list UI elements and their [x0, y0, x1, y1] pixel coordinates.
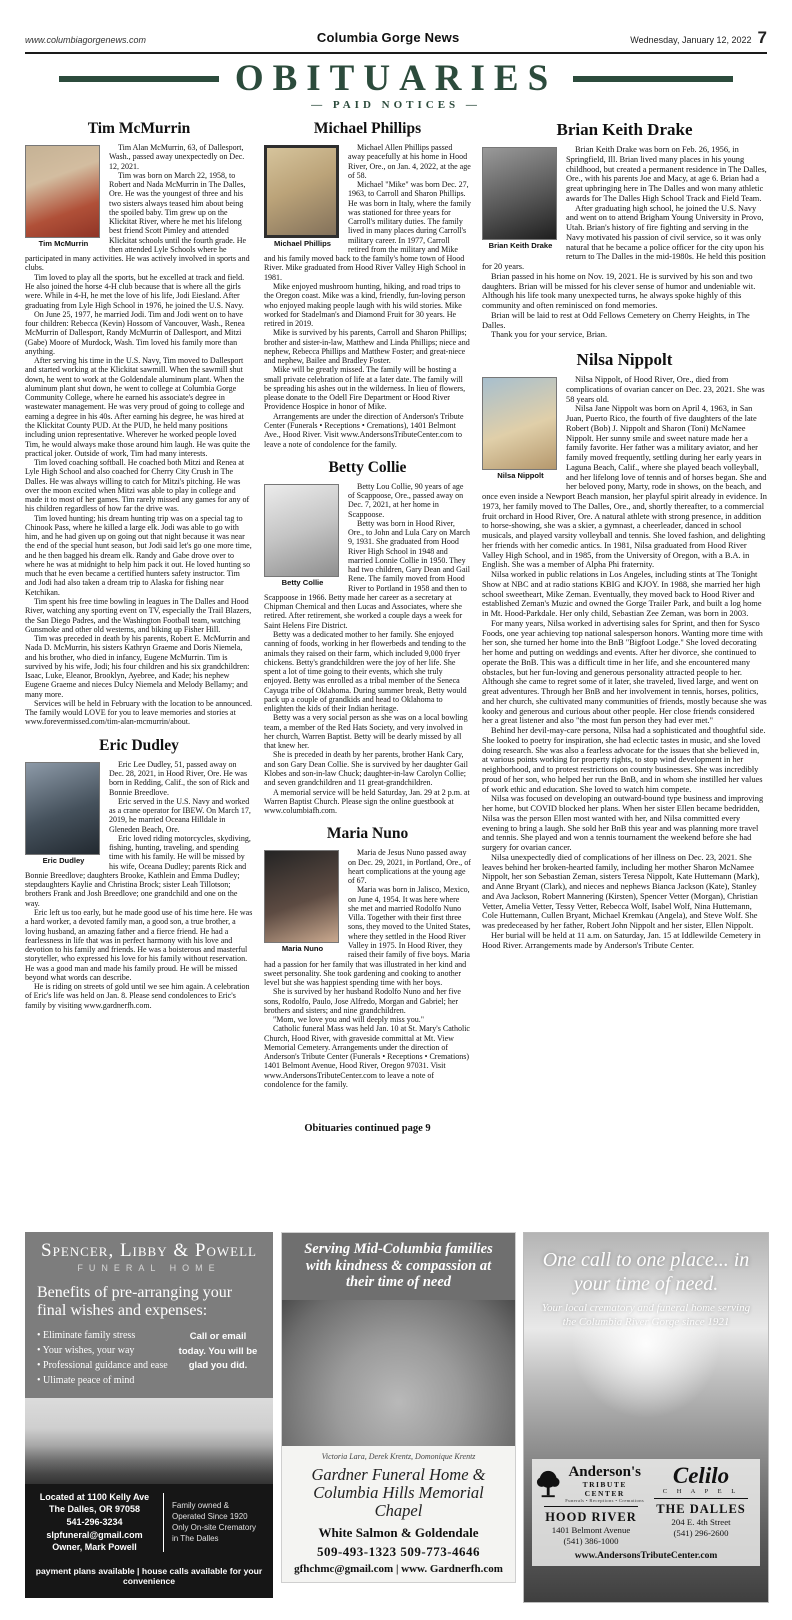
- brand-subname: TRIBUTE CENTER: [582, 1480, 627, 1499]
- portrait-block: [482, 377, 559, 481]
- obit-maria-nuno: [264, 825, 471, 1089]
- portrait-block: [25, 145, 102, 249]
- text-line: Thank you for your service, Brian.: [491, 330, 608, 340]
- text-line: Tim loved coaching softball. He coached both Mitzi and Renea at Lyle High School and also coached for Cherry City Crush in The Dalles. He was always willing to catch for Mitzi's pitching. He was over the moon excited when Mitzi was able to play in college and made it to most of her games. Tim rarely missed any games for any of his children regardless of how far the drive was.: [25, 458, 250, 514]
- text-line: Betty Lou Collie, 90 years of age of Scappoose, Ore., passed away on Dec. 7, 2021, at her home in Scappoose.: [348, 481, 464, 519]
- text-line: After graduating high school, he joined the U.S. Navy and went on to attend Brigham Young University in Provo, Utah. Brian's history of fire fighting and serving in the Navy motivated his passion of civil service, so it was only natural that he became a police officer for the city upon his return to The Dalles in the mid-1980s. He held this position for 20 years.: [482, 203, 766, 271]
- obituary-columns: [25, 116, 767, 1228]
- text-line: Mike enjoyed mushroom hunting, hiking, and road trips to the Oregon coast. Mike was a kind, friendly, fun-loving person who enjoyed making people laugh with his wild stories. Mike worked for Stadelman's and Diamond Fruit for 30 years. He retired in 2019.: [264, 281, 466, 329]
- text-line: Behind her devil-may-care persona, Nilsa had a sophisticated and thoughtful side. She looked to poetry for inspiration, she had eclectic tastes in music, and she loved doing research. She was also a fearless advocate for the issues that she believed in, at various points working for property rights, to stop wind development in her neighborhood, and to protest restrictions on county businesses. She was incredibly proud of her son, who helped her run the BnB, and in whom she instilled her values of work ethic and education. She loved to watch him compete.: [482, 726, 766, 794]
- portrait-photo: [25, 145, 100, 238]
- photo-caption: Brian Keith Drake: [488, 241, 553, 250]
- obit-body: [264, 143, 471, 449]
- text-line: He is riding on streets of gold until we see him again. A celebration of Eric's life was held on Jan. 8. Please send condolences to Eric's family by visiting www.gardnerfh.com.: [25, 982, 250, 1010]
- ad-gardner-funeral-home: [281, 1232, 516, 1583]
- text-line: in The Dalles: [172, 1534, 219, 1544]
- obit-body: [482, 375, 767, 950]
- phone-numbers: 509-493-1323 509-773-4646: [316, 1544, 481, 1560]
- banner-rule-left: [59, 76, 219, 82]
- text-line: Mike is survived by his parents, Carroll and Sharon Phillips; brother and sister-in-law, Matthew and Linda Phillips; niece and nephew, Rebecca Phillips and Matthew Foster; and great-niece and nephew, Bailee and Bradley Foster.: [264, 328, 470, 366]
- photo-caption: Eric Dudley: [42, 855, 85, 865]
- text-line: 541-296-3234: [66, 1517, 123, 1527]
- obit-nilsa-nippolt: [482, 350, 767, 950]
- obit-body: [482, 145, 767, 340]
- obit-title: Brian Keith Drake: [556, 120, 693, 139]
- text-line: Nilsa worked in public relations in Los Angeles, including stints at The Tonight Show at NBC and at radio stations KBIG and KJOY. In 1988, she married her high school sweetheart, Mike Zeman. Eventually, they moved back to Hood River and established Zeman's Muzic and owned the Gorge Trailer Park, and built a log home in Mt. Hood-Parkdale. Her only child, Sebastian Zee Zeman, was born in 2003.: [482, 570, 762, 618]
- obit-body: [25, 760, 253, 1010]
- text-line: Maria was born in Jalisco, Mexico, on June 4, 1954. It was here where she met and married Rodolfo Nuno Villa. Together with their first three sons, they moved to the United States, where they settled in the Hood River Valley in 1975. In Hood River, they raised their family of five boys. Maria had a passion for her family that was illustrated in her kind and sweet personality. She took gardening and cooking to another level but she was happiest spending time with her boys.: [264, 885, 471, 988]
- text-line: After serving his time in the U.S. Navy, Tim moved to Dallesport and started working at the Klickitat sawmill. When the sawmill shut down, he went to work at the Goldendale aluminum plant. When the aluminum plant shut down, he went to college at Columbia Gorge Community College, where he earned his associate's degree in wastewater management. He was very proud of going to college and earning a degree in his 40s. After earning his degree, he was hired at the Klickitat County PUD. At the PUD, he held many positions including union representative. Wherever he worked people loved Tim, he would always make those around him laugh. He was quite the practical joker. Outside of work, Tim had many interests.: [25, 356, 250, 458]
- portrait-photo: [264, 145, 339, 238]
- column-right: [482, 116, 767, 1228]
- text-line: Michael "Mike" was born Dec. 27, 1963, to Carroll and Sharon Phillips. He was born in Italy, where the family was stationed for three years for Carroll's military duties. The family lived in many places during Carroll's military career. In 1977, Carroll retired from the military and Mike and his family moved back to the family's home town of Hood River. Mike graduated from Hood River Valley High School in 1981.: [264, 180, 471, 282]
- obit-tim-mcmurrin: [25, 120, 253, 727]
- text-line: • Your wishes, your way: [37, 1343, 169, 1358]
- obit-body: [25, 143, 253, 727]
- divider: [544, 1506, 638, 1507]
- ad-spencer-libby-powell: [25, 1232, 273, 1598]
- portrait-photo: [482, 147, 557, 240]
- text-line: Located at 1100 Kelly Ave: [39, 1491, 150, 1502]
- text-line: Nilsa unexpectedly died of complications of her illness on Dec. 23, 2021. She leaves behind her broken-hearted family, including her mother Sharon McNamee Nippolt, her son Sebastian Zeman, sisters Teresa Nippolt, Kate Huttemann (Mark), and Anne Bryant (Clark), and nieces and nephews Bianca Jackson (Kate), Stanley and Ava Jackson, Robert Mannering (Kirsten), Spencer Vetter (Morgan), Christian Vetter, Amelia Vetter, Tessy Vetter, Rebecca Wolf, Isabel Wolf, Nina Huttemann, Cole Huttemann, Cullen Bryant, Michael Kremkau (Angela), and Steve Wolf. She was predeceased by her father, Robert John Nippolt and her sister, Ellen Nippolt.: [482, 852, 760, 930]
- obit-title: Eric Dudley: [99, 736, 179, 754]
- text-line: The Dalles, OR 97058: [48, 1504, 141, 1515]
- portrait-block: [482, 147, 559, 251]
- ad-andersons-tribute-center: [523, 1232, 769, 1603]
- text-line: Nilsa was focused on developing an outward-bound type business and improving her home, but COVID blocked her plans. When her sister Ellen became bedridden, Nilsa was the person Ellen most wanted with her, and Nilsa committed every evening to bring a laugh. She sold her BnB this year and was planning more travel and tennis. She played and won a tennis tournament the weekend before she had surgery for ovarian cancer.: [482, 794, 764, 852]
- portrait-block: [264, 145, 341, 249]
- text-line: Betty was a very social person as she was on a local bowling team, a member of the Red Hats Society, and very involved in her church, Warren Baptist. Betty will be dearly missed by all that knew her.: [264, 713, 468, 751]
- portrait-block: [25, 762, 102, 866]
- obit-eric-dudley: [25, 737, 253, 1010]
- ad-subhead: Your local crematory and funeral home serving the Columbia River Gorge since 1921: [541, 1302, 751, 1328]
- paper-name: Columbia Gorge News: [316, 30, 460, 45]
- text-line: A memorial service will be held Saturday, Jan. 29 at 2 p.m. at Warren Baptist Church. Please sign the online guestbook at www.columbiafh.com.: [264, 787, 470, 816]
- site-url: www.columbiagorgenews.com: [25, 35, 147, 45]
- city-name: THE DALLES: [656, 1501, 746, 1516]
- ad-tagline: Serving Mid-Columbia families with kindness & compassion at their time of need: [282, 1233, 515, 1300]
- text-line: • Ulimate peace of mind: [37, 1373, 169, 1388]
- continued-note: Obituaries continued page 9: [304, 1123, 431, 1135]
- text-line: Her burial will be held at 11 a.m. on Saturday, Jan. 15 at Iddlewilde Cemetery in Hood River. Arrangements made by Anderson's Tribute Center.: [482, 930, 761, 950]
- text-line: • Professional guidance and ease: [37, 1358, 169, 1373]
- text-line: Tim spent his free time bowling in leagues in The Dalles and Hood River, watching any sporting event on TV, especially the Trail Blazers, the San Diego Padres, and the Washington Football team, watching Gunsmoke and other old westerns, and biking up Fisher Hill.: [25, 597, 252, 634]
- text-line: Brian Keith Drake was born on Feb. 26, 1956, in Springfield, Ill. Brian lived many places in his young childhood, but created a permanent residence in The Dalles, Ore., with his parents Joe and Macy, at age 6. Brian had a great upbringing here in The Dalles and won many athletic awards for The Dalles High School Track and Field Team.: [566, 145, 767, 203]
- text-line: Betty was born in Hood River, Ore., to John and Lula Cary on March 9, 1931. She graduated from Hood River High School in 1948 and married Lonnie Collie in 1950. They had two children, Gary Dean and Gail Rene. The family moved from Hood River to Portland in 1958 and then to Scappoose in 1966. Betty made her career as a secretary at Chipman Chemical and then Lucas and Associates, where she retired. After retirement, she worked a couple days a week for Saint Helens Fire District.: [264, 518, 470, 630]
- photo-caption: Tim McMurrin: [38, 239, 89, 248]
- obit-title: Tim McMurrin: [87, 120, 191, 137]
- obit-title: Betty Collie: [328, 458, 407, 476]
- divider: [654, 1498, 748, 1499]
- banner-subtitle: — PAID NOTICES —: [311, 99, 481, 111]
- call-to-action: Call or email today. You will be glad you did.: [178, 1330, 258, 1372]
- obit-title: Maria Nuno: [326, 825, 409, 843]
- celilo-brand-block: [646, 1465, 756, 1547]
- photo-caption: Betty Collie: [281, 577, 324, 587]
- text-line: slpfuneral@gmail.com: [46, 1529, 143, 1540]
- photo-caption: Maria Nuno: [281, 944, 324, 954]
- text-line: "Mom, we love you and will deeply miss you.": [273, 1015, 424, 1025]
- portrait-block: [264, 850, 341, 954]
- photo-caption: Michael Phillips: [274, 239, 331, 248]
- street-address: 1401 Belmont Avenue: [551, 1525, 631, 1536]
- text-line: Betty was a dedicated mother to her family. She enjoyed canning of foods, working in her flowerbeds and tending to the animals they raised on their farm, which included 9,000 fryer chickens. Betty's grandchildren were the joy of her life. She spent a lot of time going to their events, which she truly enjoyed. Betty was enrolled as a tribal member of the Seneca Cayuga tribe of Oklahoma. During summer break, Betty would pack up a couple of grandkids and head to Oklahoma to enlighten the kids of their Indian heritage.: [264, 630, 467, 714]
- text-line: Owner, Mark Powell: [52, 1542, 137, 1553]
- column-center: [264, 116, 471, 1228]
- benefit-list: [37, 1328, 169, 1388]
- contact-line: gfhchmc@gmail.com | www. Gardnerfh.com: [294, 1563, 503, 1576]
- banner-title: OBITUARIES: [234, 58, 558, 99]
- page-number: 7: [757, 28, 767, 48]
- text-line: Tim Alan McMurrin, 63, of Dallesport, Wash., passed away unexpectedly on Dec. 12, 2021.: [109, 143, 245, 171]
- ad-anderson-info-band: [532, 1459, 760, 1566]
- obit-betty-collie: [264, 459, 471, 816]
- text-line: She is preceded in death by her parents, brother Hank Cary, and son Gary Dean Collie. She is survived by her daughter Gail Klobes and son-in-law Chuck; daughter-in-law Carolyn Collie; and seven grandchildren and 11 great-grandchildren.: [264, 750, 468, 788]
- text-line: Eric served in the U.S. Navy and worked as a crane operator for IBEW. On March 17, 2019, he married Oceana Hilldale in Gleneden Beach, Ore.: [109, 796, 251, 834]
- obit-title: Nilsa Nippolt: [576, 350, 673, 369]
- photo-caption: Nilsa Nippolt: [497, 471, 544, 480]
- website-url: www.AndersonsTributeCenter.com: [574, 1551, 718, 1561]
- text-line: Catholic funeral Mass was held Jan. 10 at St. Mary's Catholic Church, Hood River, with graveside committal at Mt. View Memorial Cemetery. Arrangements under the direction of Anderson's Tribute Center (Funerals • Receptions • Cremations) 1401 Belmont Avenue, Hood River, Oregon 97031. Visit www.AndersonsTributeCenter.com to leave a note of condolence for the family.: [264, 1024, 470, 1089]
- city-name: HOOD RIVER: [545, 1510, 637, 1525]
- text-line: Eric loved riding motorcycles, skydiving, fishing, hunting, traveling, and spending time with his family. He will be missed by his wife, Oceana Dudley; parents Rick and Bonnie Breedlove; daughters Brooke, Kathlein and Emma Dudley; stepdaughters Kaylie and Christina Brock; sister Leah Tillotson; brothers Frank and Josh Breedlove; one grandchild and one on the way.: [25, 833, 251, 908]
- text-line: Tim loved hunting; his dream hunting trip was on a special tag to Chinook Pass, where he killed a large elk. Jodi was able to go with him, and he had given up on going out that night because it was near the end of the special hunt season, but Jodi said let's go one more time, and he then bagged his dream elk. Randy and Gabe drove over to where he was at midnight to help him pack it out. He loved hunting so much that he even became a certified hunters safety instructor. Tim and Jodi had also taken a dream trip to Alaska for fishing near Ketchikan.: [25, 513, 252, 597]
- ad-spencer-footer: [25, 1484, 273, 1592]
- locations: White Salmon & Goldendale: [318, 1525, 479, 1541]
- page-header: [25, 30, 767, 54]
- text-line: Tim was preceded in death by his parents, Robert E. McMurrin and Nada D. McMurrin, his sisters Kathryn Graeme and Doris Niemela, and his brother, who died in infancy, Eugene McMurrin. Tim is survived by his wife, Jodi; his four children and his six grandchildren: Isaac, Luke, Eleanor, Brooklyn, Ayebree, and Kade; his nephew Eugene Graeme and nieces Dulcy Niemela and Melody Bellamy; and many more.: [25, 634, 250, 699]
- text-line: Operated Since 1920: [172, 1512, 248, 1522]
- vertical-divider: [163, 1493, 164, 1552]
- text-line: • Eliminate family stress: [37, 1328, 169, 1343]
- text-line: Tim loved to play all the sports, but he excelled at track and field. He also joined the horse 4-H club because that is where all the girls were. While in 4-H, he met the love of his life, Jodi Eiesland. After graduating from Lyle High School in 1976, he joined the U.S. Navy.: [25, 272, 245, 310]
- issue-date: Wednesday, January 12, 2022: [630, 35, 752, 45]
- text-line: She is survived by her husband Rodolfo Nuno and her five sons, Rodolfo, Paulo, Jose Alfredo, Morgan and Gabriel; her brothers and sisters; and nine grandchildren.: [264, 987, 461, 1015]
- text-line: Tim was born on March 22, 1958, to Robert and Nada McMurrin in The Dalles, Ore. He was the youngest of three and his two sisters always teased him about being the spoiled baby. Tim grew up on the Klickitat River, where he met his lifelong best friend Scott Pimley and attended Klickitat schools until the fourth grade. He then attended Lyle Schools where he participated in many activities. He was actively involved in sports and clubs.: [25, 170, 250, 273]
- text-line: Arrangements are under the direction of Anderson's Tribute Center (Funerals • Receptions • Cremations), 1401 Belmont Ave., Hood River. Visit www.AndersonsTributeCenter.com to leave a note of condolence for the family.: [264, 411, 464, 449]
- tree-icon: [536, 1469, 560, 1499]
- anderson-brand-block: [536, 1465, 646, 1547]
- text-line: Maria de Jesus Nuno passed away on Dec. 29, 2021, in Portland, Ore., of heart complications at the young age of 67.: [348, 848, 471, 886]
- text-line: Only On-site Crematory: [172, 1523, 257, 1533]
- text-line: Eric Lee Dudley, 51, passed away on Dec. 28, 2021, in Hood River, Ore. He was born in Redding, Calif., the son of Rick and Bonnie Breedlove.: [109, 759, 250, 797]
- brand-tagline: Funerals • Receptions • Cremations: [565, 1498, 645, 1504]
- ad-heading: Benefits of pre-arranging your final wishes and expenses:: [37, 1284, 233, 1319]
- family-owned-block: [172, 1500, 264, 1545]
- brand-name: Celilo: [672, 1463, 730, 1489]
- portrait-photo: [264, 484, 339, 577]
- column-left: [25, 116, 253, 1228]
- portrait-block: [264, 484, 341, 588]
- issue-date-block: [630, 28, 767, 48]
- funeral-home-name: Gardner Funeral Home & Columbia Hills Memorial Chapel: [311, 1465, 486, 1521]
- obit-title: Michael Phillips: [313, 120, 422, 137]
- brand-subname: C H A P E L: [662, 1487, 740, 1495]
- obit-brian-keith-drake: [482, 120, 767, 340]
- phone-number: (541) 296-2600: [673, 1527, 729, 1538]
- ad-gardner-lower: [282, 1446, 515, 1583]
- text-line: Nilsa Jane Nippolt was born on April 4, 1963, in San Juan, Puerto Rico, the fourth of five daughters of the late Robert (Bob) J. Nippolt and Sharon (Toni) McNamee Nippolt. Her sunny smile and sweet nature made her a family favorite. Her father was a military aviator, and her family moved frequently, settling during her early years in Laguna Beach, Calif., where she played beach volleyball, and her lifelong love of tennis and of horses began. She and her beloved pony, Marty, rode in shows, on the beach, and once even inside a Newport Beach mansion, her playful spirit already in evidence. In 1973, her family moved to The Dalles, Ore., and, shortly thereafter, to a commercial fruit orchard in Hood River, Ore. A natural athlete with strong presence, in addition to horse-showing, she was a skier, a gymnast, a cheerleader, danced in school musicals, and played varsity volleyball and tennis. She loved fashion, and delighting her friends with her comedic antics. In 1981, Nilsa graduated from Hood River Valley High School, and in 1985, from the University of Oregon, with a B.A. in English. She was a member of Alpha Phi fraternity.: [482, 404, 767, 570]
- obit-body: [264, 848, 471, 1089]
- portrait-photo: [482, 377, 557, 470]
- text-line: Brian passed in his home on Nov. 19, 2021. He is survived by his son and two daughters. Brian will be missed for his clever sense of humor and undeniable wit. Although his life took many unexpected turns, he always spoke highly of this community and often reminisced on fond memories.: [482, 271, 756, 310]
- landscape-photo: [25, 1398, 273, 1484]
- street-address: 204 E. 4th Street: [671, 1516, 731, 1527]
- staff-photo: [282, 1300, 515, 1446]
- obit-body: [264, 482, 471, 816]
- obit-michael-phillips: [264, 120, 471, 449]
- text-line: Brian will be laid to rest at Odd Fellows Cemetery on Cherry Heights, in The Dalles.: [482, 310, 750, 330]
- text-line: Nilsa Nippolt, of Hood River, Ore., died from complications of ovarian cancer on Dec. 23, 2021. She was 58 years old.: [566, 375, 765, 404]
- obituaries-banner: [25, 60, 767, 111]
- text-line: On June 25, 1977, he married Jodi. Tim and Jodi went on to have four children: Rebecca (Kevin) Hossom of Vancouver, Wash., Renea McMurrin of Dallesport, Randy McMurrin of Dallesport, and Mitzi (Gabe) Moore of Murdock, Wash. Tim loved his family more than anything.: [25, 309, 245, 356]
- staff-photo-caption: Victoria Lara, Derek Krentz, Domonique Krentz: [321, 1452, 476, 1462]
- portrait-photo: [25, 762, 100, 855]
- brand-name: Anderson's: [568, 1464, 641, 1481]
- payment-plans-bar: payment plans available | house calls available for your convenience: [34, 1559, 264, 1586]
- funeral-home-subtitle: FUNERAL HOME: [77, 1263, 221, 1273]
- phone-number: (541) 386-1000: [563, 1536, 619, 1547]
- ad-headline: One call to one place... in your time of need.: [542, 1249, 750, 1295]
- banner-rule-right: [573, 76, 733, 82]
- text-line: Mike will be greatly missed. The family will be hosting a small private celebration of life at a later date. The family will be spreading his ashes out in the wilderness. In lieu of flowers, please donate to the Odell Fire Department or Hood River Providence Hospice in honor of Mike.: [264, 365, 466, 412]
- text-line: Michael Allen Phillips passed away peacefully at his home in Hood River, Ore., on Jan. 4, 2022, at the age of 58.: [348, 143, 471, 180]
- funeral-home-name: Spencer, Libby & Powell: [41, 1240, 257, 1261]
- text-line: Family owned &: [172, 1500, 229, 1510]
- portrait-photo: [264, 850, 339, 943]
- ad-spencer-top: [25, 1232, 273, 1398]
- text-line: For many years, Nilsa worked in advertising sales for Sprint, and then for Sysco Foods, one year achieving top national salesperson honors. Wanting more time with her son, she turned her home into the BnB "Bigfoot Lodge." She loved decorating her home and putting on weddings and events. After her divorce, she continued to operate the BnB. This was a difficult time in her life, and she encountered many obstacles, but her fun-loving and generous personality attracted people to her. Although she came to regret some of it later, she traveled, lived large, and went on great adventures. Through her BnB and her involvement in tennis, horses, politics, and her church, she cultivated many communities of friends, mostly because she was kooky and generous and curious about other people. Her close friends considered her a great listener and also "the most fun person they had ever met.": [482, 618, 767, 726]
- address-block: [34, 1491, 155, 1554]
- text-line: Services will be held in February with the location to be announced. The family would LOVE for you to leave memories and stories at www.forevermissed.com/tim-alan-mcmurrin/about.: [25, 698, 253, 727]
- text-line: Eric left us too early, but he made good use of his time here. He was a hard worker, a devoted family man, a good son, a true brother, a loving husband, an amazing father and a fierce friend. He had a fearlessness in life that was in perfect harmony with his love and devotion to his family and friends. He was a boisterous and masterful storyteller, who expressed his love for his family without reservation. He was a good man and made his family proud. He will be missed beyond what words can describe.: [25, 907, 253, 982]
